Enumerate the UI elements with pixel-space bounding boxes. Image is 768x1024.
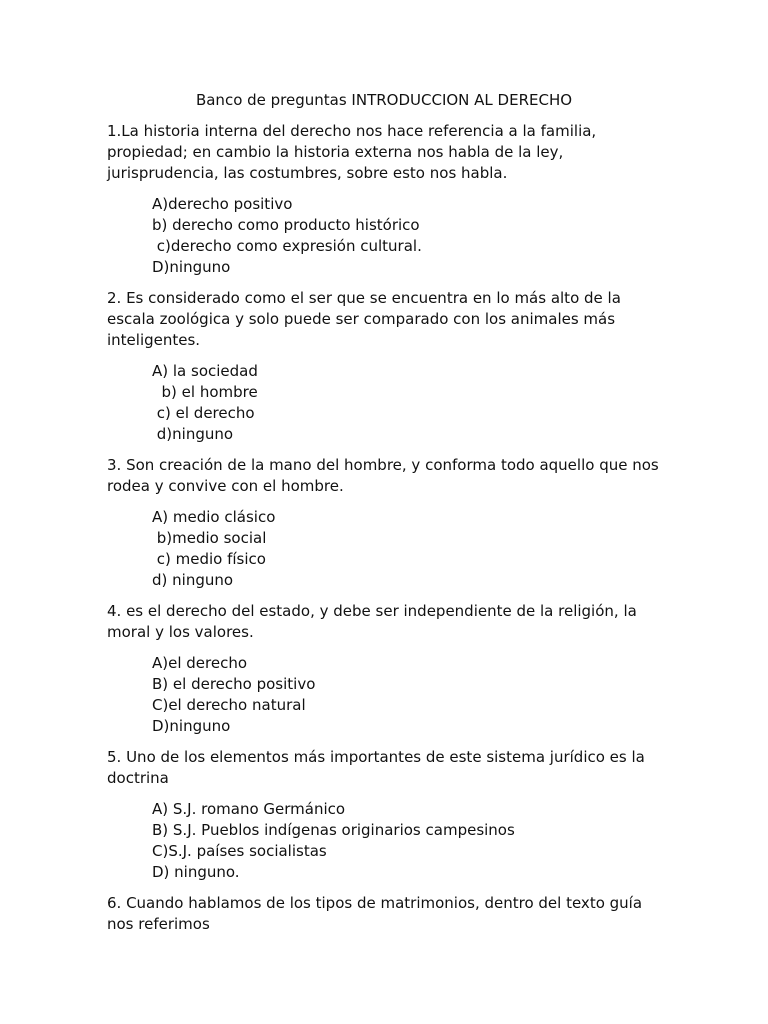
question-list — [107, 121, 667, 945]
answer-option: A) la sociedad — [152, 362, 258, 380]
question-text: 1.La historia interna del derecho nos hace referencia a la familia, propiedad; en cambio la historia externa nos habla de la ley, jurisprudencia, las costumbres, sobre esto nos habla. — [107, 122, 597, 182]
page-title: Banco de preguntas INTRODUCCION AL DERECHO — [195, 91, 573, 109]
answer-option: b) el hombre — [152, 383, 258, 401]
question-block — [107, 288, 667, 445]
answer-options — [152, 799, 667, 883]
answer-options — [152, 653, 667, 737]
question-block — [107, 893, 667, 935]
answer-option: A) S.J. romano Germánico — [152, 800, 346, 818]
answer-option: d)ninguno — [152, 425, 234, 443]
question-text: 3. Son creación de la mano del hombre, y conforma todo aquello que nos rodea y convive con el hombre. — [107, 456, 659, 495]
answer-options — [152, 361, 667, 445]
answer-option: c)derecho como expresión cultural. — [152, 237, 422, 255]
question-block — [107, 455, 667, 591]
answer-option: B) S.J. Pueblos indígenas originarios campesinos — [152, 821, 515, 839]
answer-options — [152, 507, 667, 591]
answer-option: d) ninguno — [152, 571, 234, 589]
answer-option: D)ninguno — [152, 258, 231, 276]
question-block — [107, 747, 667, 883]
question-text: 5. Uno de los elementos más importantes de este sistema jurídico es la doctrina — [107, 748, 645, 787]
answer-option: c) el derecho — [152, 404, 255, 422]
question-text: 4. es el derecho del estado, y debe ser independiente de la religión, la moral y los valores. — [107, 602, 637, 641]
answer-option: c) medio físico — [152, 550, 266, 568]
answer-options — [152, 194, 667, 278]
answer-option: A) medio clásico — [152, 508, 276, 526]
answer-option: A)el derecho — [152, 654, 248, 672]
question-block — [107, 601, 667, 737]
question-text: 6. Cuando hablamos de los tipos de matrimonios, dentro del texto guía nos referimos — [107, 894, 643, 933]
answer-option: D) ninguno. — [152, 863, 240, 881]
answer-option: B) el derecho positivo — [152, 675, 316, 693]
answer-option: C)S.J. países socialistas — [152, 842, 327, 860]
question-text: 2. Es considerado como el ser que se encuentra en lo más alto de la escala zoológica y solo puede ser comparado con los animales más inteligentes. — [107, 289, 621, 349]
question-block — [107, 121, 667, 278]
answer-option: b)medio social — [152, 529, 267, 547]
answer-option: A)derecho positivo — [152, 195, 293, 213]
answer-option: C)el derecho natural — [152, 696, 306, 714]
answer-option: D)ninguno — [152, 717, 231, 735]
answer-option: b) derecho como producto histórico — [152, 216, 420, 234]
